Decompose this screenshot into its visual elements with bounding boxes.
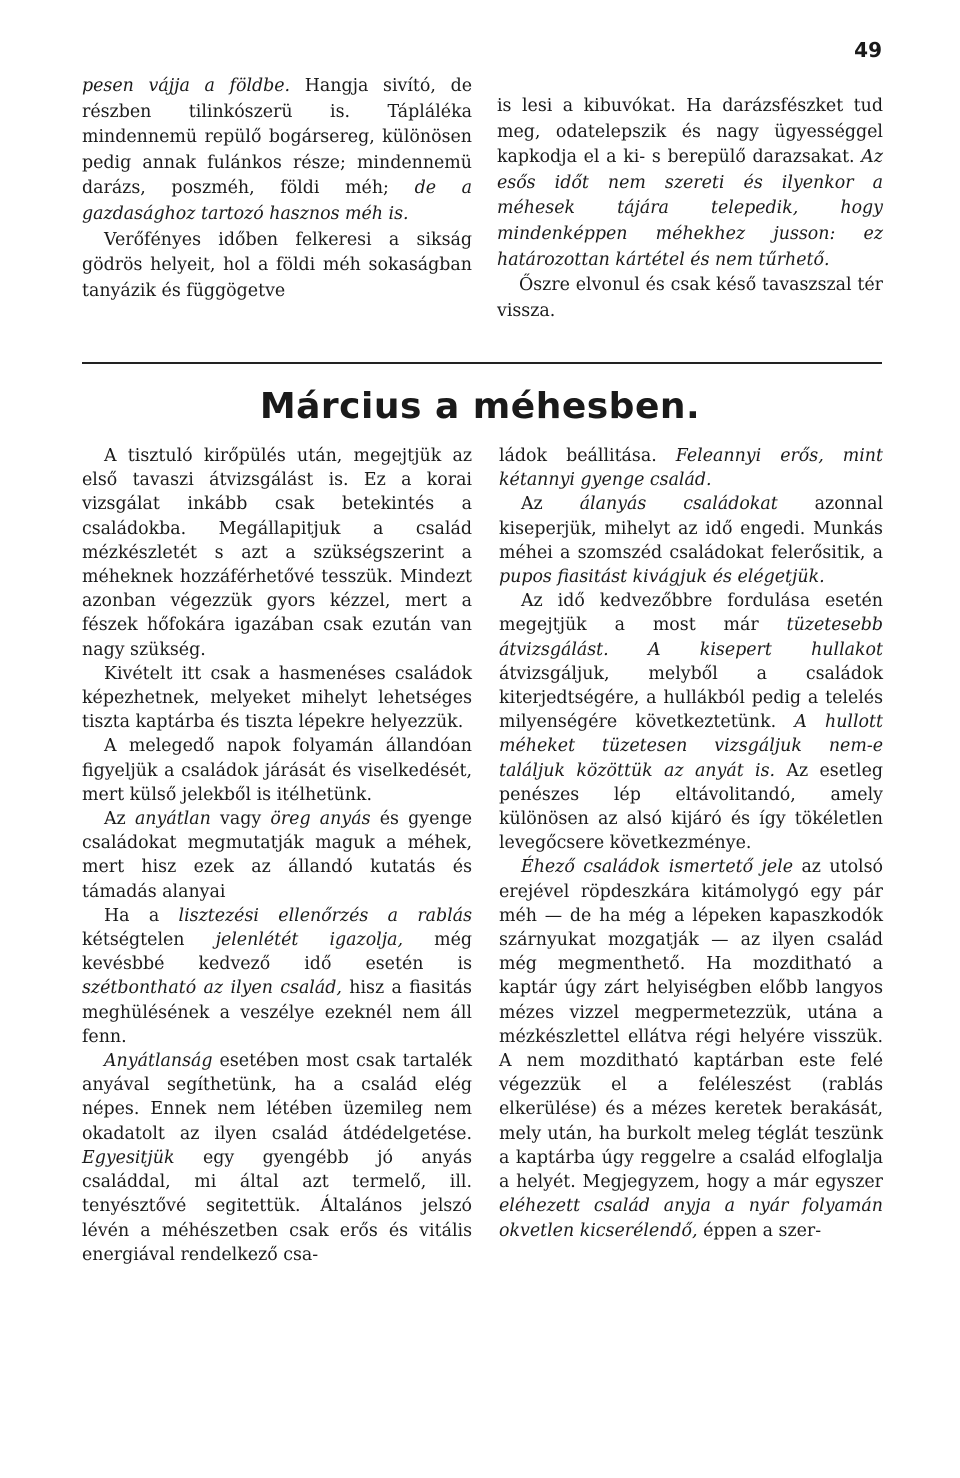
italic-text: Feleannyi erős, mint kétannyi gyenge család. xyxy=(499,446,883,491)
text-run: átvizsgáljuk, melyből a családok kiterjedtségére, a hullákból pedig a telelés milyenségére következtetünk. xyxy=(499,663,883,733)
bottom-left-column xyxy=(82,444,472,1267)
paragraph xyxy=(82,904,472,1049)
paragraph xyxy=(82,1049,472,1267)
section-heading: Március a méhesben. xyxy=(259,386,701,427)
italic-text: szétbontható az ilyen család, xyxy=(82,978,342,999)
italic-text: Anyátlanság xyxy=(104,1051,213,1072)
paragraph xyxy=(82,662,472,735)
paragraph xyxy=(499,855,883,1242)
text-run: és gyenge családokat megmutatják maguk a méhek, mert hisz ezek az állandó kutatás és támadás alanyai xyxy=(82,809,472,902)
italic-text: de a gazdasághoz tartozó hasznos méh is. xyxy=(82,178,472,224)
text-run: Ha a xyxy=(104,905,179,926)
text-run: A tisztuló kirőpülés után, megejtjük az első tavaszi átvizsgálást is. Ez a korai vizsgálat inkább csak betekintés a családokba. Megállapitjuk a család mézkészletét s azt a szükségszerint a méheknek hozzáférhetővé tesszük. Mindezt azonban végezzük gyors kézzel, mert a fészek hőfokára igazában csak ezután van nagy szükség. xyxy=(82,446,472,660)
paragraph xyxy=(82,74,472,228)
paragraph xyxy=(497,94,883,273)
paragraph xyxy=(499,492,883,589)
text-run: kétségtelen xyxy=(82,930,216,951)
paragraph xyxy=(82,444,472,662)
italic-text: eléhezett család anyja a nyár folyamán okvetlen kicserélendő, xyxy=(499,1196,883,1241)
italic-text: Az esős időt nem szereti és ilyenkor a méhesek tájára telepedik, hogy mindenképpen méhekhez jusson: ez határozottan kártétel és nem tűrhető. xyxy=(497,147,883,270)
italic-text: pupos fiasitást kivágjuk és elégetjük. xyxy=(499,567,825,588)
text-run: ládok beállitása. xyxy=(499,446,676,466)
text-run: az utolsó erejével röpdeszkára kitámolygó egy pár méh — de ha még a lépeken kapaszkodók szárnyukat mozgatják — az ilyen család még megmenthető. Ha mozditható a kaptár úgy zárt helyiségben előbb langyos mézes vizzel megpermetezzük, utána a mézkészlettel ellátva régi helyére visszük. A nem mozditható kaptárban este felé végezzük el a feléleszést (rablás elkerülése) és a mézes keretek berakását, mely után, ha burkolt meleg téglát teszünk a kaptárba úgy reggelre a család elfoglalja a helyét. Megjegyzem, hogy a már egyszer xyxy=(499,857,884,1193)
text-run: is lesi a kibuvókat. Ha darázsfészket tud meg, odatelepszik és nagy ügyességgel kapkodja el a ki- s berepülő darazsakat. xyxy=(497,96,883,168)
text-run: Kivételt itt csak a hasmenéses családok képezhetnek, melyeket mihelyt lehetséges tiszta kaptárba és tiszta lépekre helyezzük. xyxy=(82,663,472,733)
paragraph xyxy=(82,734,472,807)
text-run: hisz a fiasitás meghülésének a veszélye ezeknél nem áll fenn. xyxy=(82,978,472,1047)
paragraph xyxy=(499,444,883,492)
text-run: esetében most csak tartalék anyával segíthetünk, ha a család elég népes. Ennek nem létében üzemileg nem okadatolt az ilyen család átdédelgetése. xyxy=(82,1051,472,1144)
page-number: 49 xyxy=(854,38,882,62)
top-left-column xyxy=(82,74,472,304)
italic-text: anyátlan xyxy=(134,809,211,830)
italic-text: tüzetesebb átvizsgálást. A kisepert hullakot xyxy=(499,615,883,660)
text-run: Az esetleg penészes lép eltávolitandó, amely különösen az alsó kijáró és így tökéletlen levegőcsere következménye. xyxy=(499,760,883,854)
text-run: Az idő kedvezőbbre fordulása esetén megejtjük a most már xyxy=(499,591,883,636)
text-run: A melegedő napok folyamán állandóan figyeljük a családok járását és viselkedését, mert külső jelekből is itélhetünk. xyxy=(82,736,472,805)
text-run: még kevésbbé kedvező idő esetén is xyxy=(82,930,472,975)
text-run: Hangja sivító, de részben tilinkószerü is. Tápláléka mindennemü repülő bogársereg, különösen pedig annak fulánkos része; mindennemü darázs, poszméh, földi méh; xyxy=(82,76,472,199)
text-run: Az xyxy=(104,809,135,830)
italic-text: Egyesitjük xyxy=(82,1147,175,1168)
italic-text: öreg anyás xyxy=(270,809,371,830)
italic-text: pesen vájja a földbe. xyxy=(82,76,291,96)
italic-text: jelenlétét igazolja, xyxy=(215,930,404,951)
text-run: egy gyengébb jó anyás családdal, mi által azt termelő, ill. tenyésztővé segitettük. Általános jelszó lévén a méhészetben csak erős és vitális energiával rendelkező csa- xyxy=(82,1147,472,1265)
paragraph xyxy=(497,273,883,324)
italic-text: Éhező családok ismertető jele xyxy=(521,857,794,878)
section-divider xyxy=(82,362,882,364)
text-run: Az xyxy=(521,494,580,515)
italic-text: A hullott méheket tüzetesen vizsgáljuk nem-e találjuk közöttük az anyát is. xyxy=(499,712,883,781)
text-run: azonnal kiseperjük, mihelyt az idő engedi. Munkás méhei a szomszéd családokat felerősitik, a xyxy=(499,494,884,563)
bottom-right-column xyxy=(499,444,883,1243)
paragraph xyxy=(82,228,472,305)
paragraph xyxy=(82,807,472,904)
italic-text: lisztezési ellenőrzés a rablás xyxy=(178,905,472,926)
text-run: Verőfényes időben felkeresi a sikság gödrös helyeit, hol a földi méh sokaságban tanyázik és függögetve xyxy=(82,229,472,301)
text-run: Őszre elvonul és csak késő tavaszszal tér vissza. xyxy=(497,275,883,321)
paragraph xyxy=(499,589,883,855)
italic-text: álanyás családokat xyxy=(579,494,778,515)
text-run: éppen a szer- xyxy=(697,1220,822,1241)
text-run: vagy xyxy=(210,809,271,830)
top-right-column xyxy=(497,94,883,324)
